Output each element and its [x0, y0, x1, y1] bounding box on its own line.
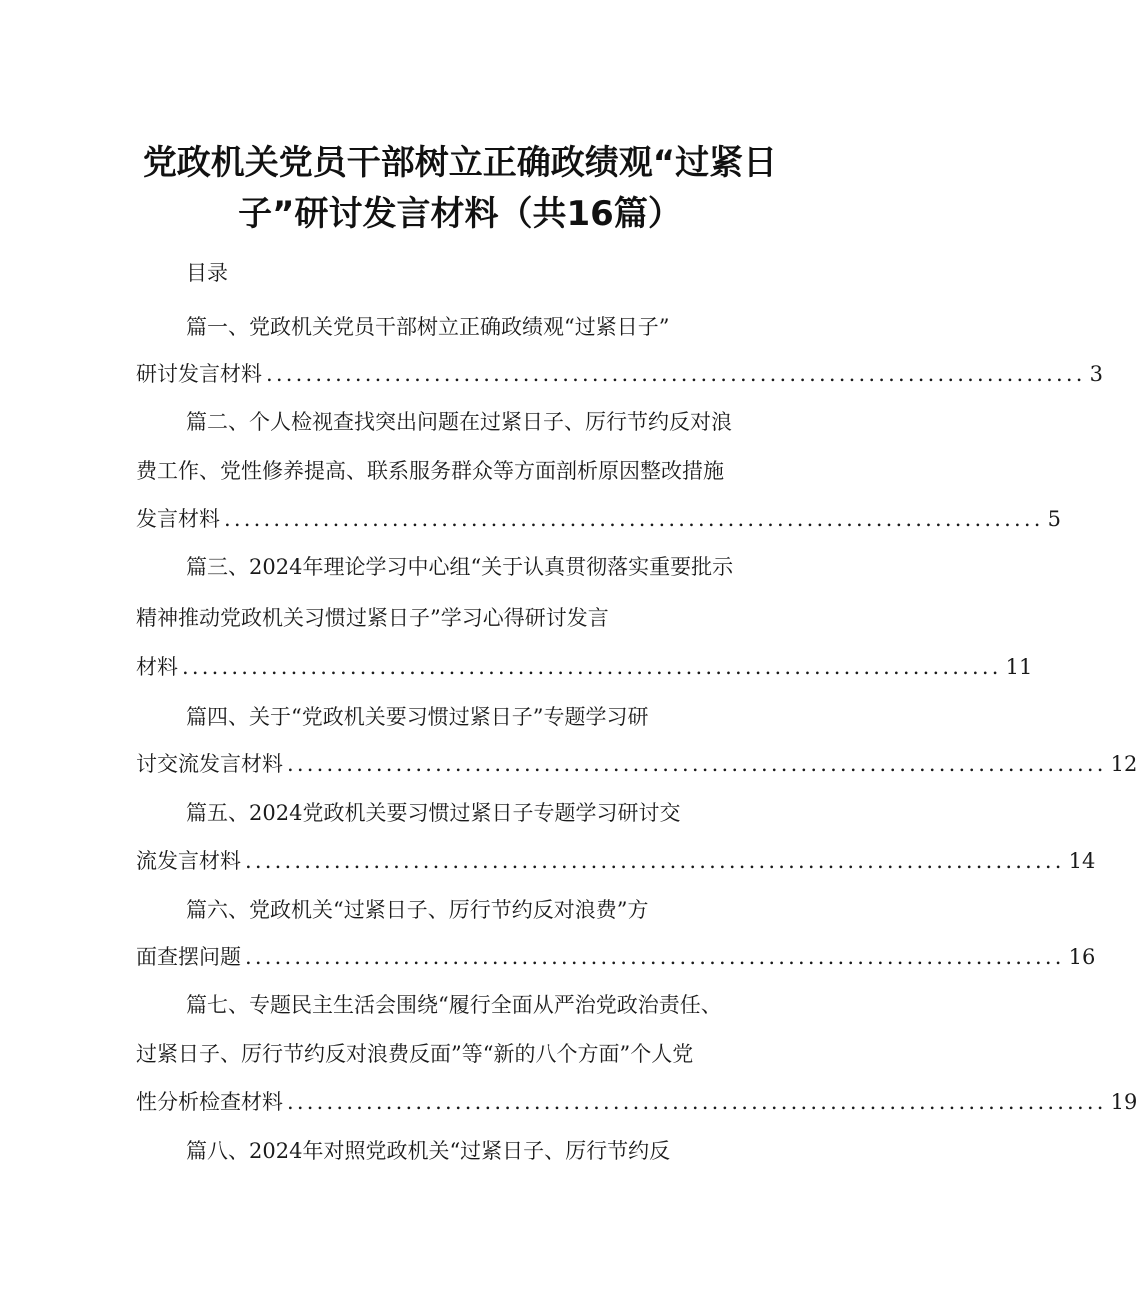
toc-entry-4-line-1: 篇四、关于“党政机关要习惯过紧日子”专题学习研: [186, 705, 649, 729]
toc-entry-7-page: 19: [1110, 1090, 1137, 1114]
toc-entry-4-leader: ...................................................................................: [287, 752, 1107, 776]
toc-entry-6-final-line[interactable]: [136, 940, 1096, 974]
document-title-line-2: 子”研讨发言材料（共16篇）: [238, 194, 682, 234]
toc-entry-3-page: 11: [1005, 655, 1033, 679]
toc-entry-7-line-2: 过紧日子、厉行节约反对浪费反面”等“新的八个方面”个人党: [136, 1042, 694, 1066]
toc-entry-3-leader: ...................................................................................: [182, 655, 1002, 679]
toc-entry-3-text: 材料: [136, 655, 178, 679]
toc-entry-2-final-line[interactable]: [136, 502, 1062, 536]
toc-entry-7-leader: ...................................................................................: [287, 1090, 1107, 1114]
toc-entry-7-final-line[interactable]: [136, 1085, 1137, 1119]
toc-entry-1-page: 3: [1089, 362, 1104, 386]
toc-entry-3-line-2: 精神推动党政机关习惯过紧日子”学习心得研讨发言: [136, 606, 609, 630]
toc-entry-8-line-1: 篇八、2024年对照党政机关“过紧日子、厉行节约反: [186, 1139, 671, 1163]
document-title-line-1: 党政机关党员干部树立正确政绩观“过紧日: [142, 143, 778, 183]
toc-entry-1-line-1: 篇一、党政机关党员干部树立正确政绩观“过紧日子”: [186, 315, 670, 339]
toc-entry-1-leader: ...................................................................................: [266, 362, 1086, 386]
toc-entry-5-text: 流发言材料: [136, 849, 241, 873]
toc-entry-6-line-1: 篇六、党政机关“过紧日子、厉行节约反对浪费”方: [186, 898, 649, 922]
toc-entry-3-line-1: 篇三、2024年理论学习中心组“关于认真贯彻落实重要批示: [186, 555, 734, 579]
toc-entry-5-leader: ...................................................................................: [245, 849, 1065, 873]
toc-heading: 目录: [186, 261, 228, 285]
toc-entry-4-page: 12: [1110, 752, 1137, 776]
toc-entry-4-final-line[interactable]: [136, 747, 1137, 781]
toc-entry-1-final-line[interactable]: [136, 357, 1104, 391]
toc-entry-3-final-line[interactable]: [136, 650, 1033, 684]
toc-entry-7-line-1: 篇七、专题民主生活会围绕“履行全面从严治党政治责任、: [186, 993, 722, 1017]
toc-entry-1-text: 研讨发言材料: [136, 362, 262, 386]
toc-entry-2-line-1: 篇二、个人检视查找突出问题在过紧日子、厉行节约反对浪: [186, 410, 732, 434]
toc-entry-2-line-2: 费工作、党性修养提高、联系服务群众等方面剖析原因整改措施: [136, 459, 724, 483]
toc-entry-2-text: 发言材料: [136, 507, 220, 531]
toc-entry-6-leader: ...................................................................................: [245, 945, 1065, 969]
toc-entry-5-page: 14: [1068, 849, 1096, 873]
toc-entry-6-page: 16: [1068, 945, 1096, 969]
toc-entry-2-page: 5: [1047, 507, 1062, 531]
toc-entry-2-leader: ...................................................................................: [224, 507, 1044, 531]
toc-entry-5-final-line[interactable]: [136, 844, 1096, 878]
toc-entry-4-text: 讨交流发言材料: [136, 752, 283, 776]
toc-entry-7-text: 性分析检查材料: [136, 1090, 283, 1114]
toc-entry-6-text: 面查摆问题: [136, 945, 241, 969]
toc-entry-5-line-1: 篇五、2024党政机关要习惯过紧日子专题学习研讨交: [186, 801, 681, 825]
